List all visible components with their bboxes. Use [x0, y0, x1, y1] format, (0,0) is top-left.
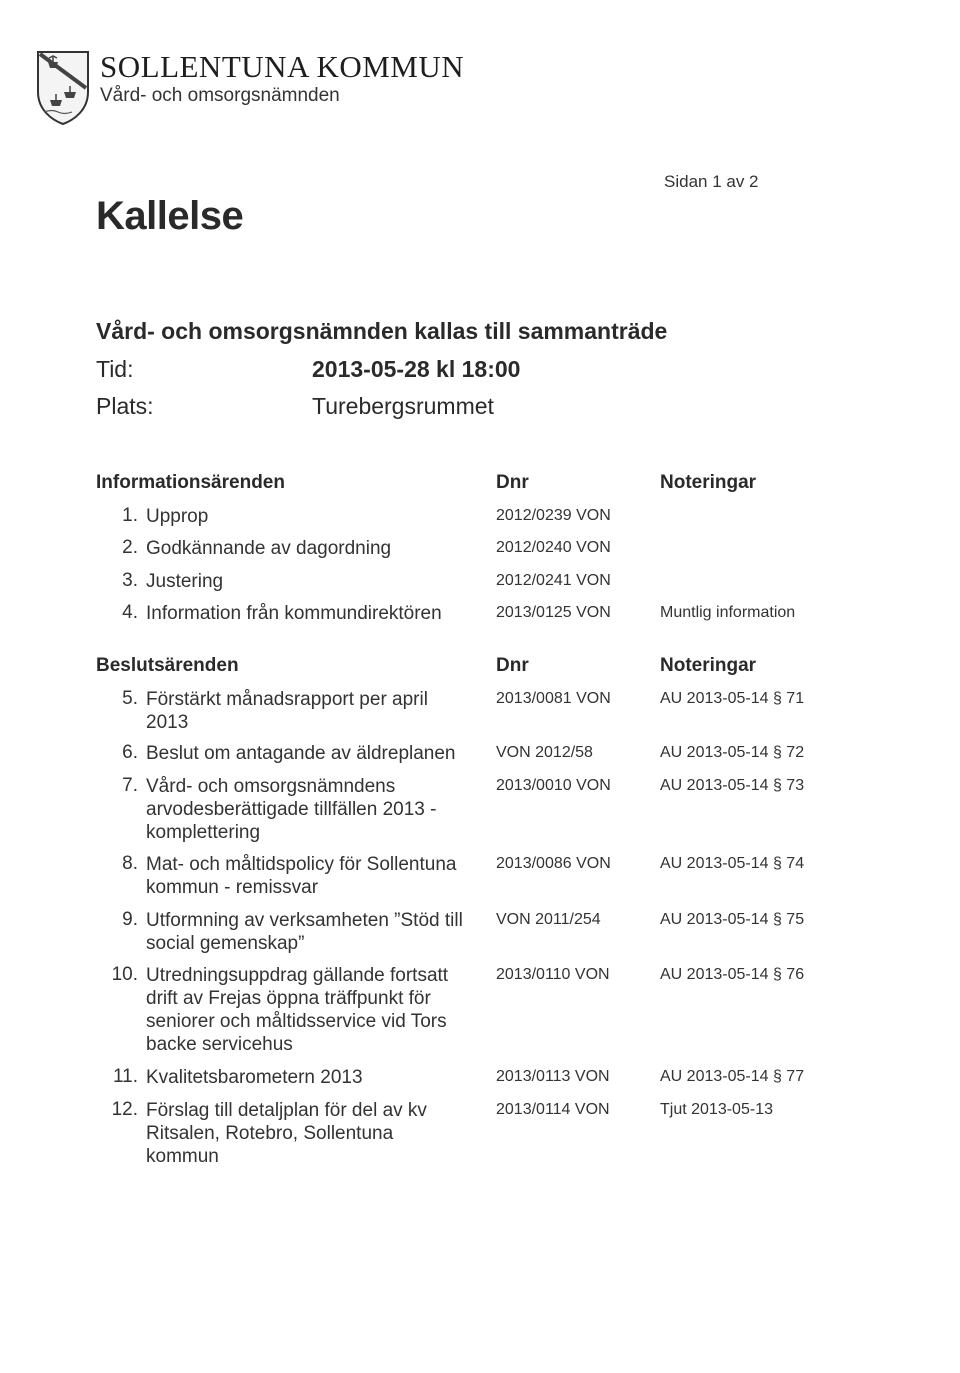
organization-header	[100, 50, 464, 108]
item-number: 3.	[122, 570, 138, 591]
item-note: AU 2013-05-14 § 72	[660, 744, 805, 761]
item-text: Justering	[146, 571, 224, 592]
item-number: 1.	[122, 505, 138, 526]
coat-of-arms-logo	[34, 48, 92, 126]
item-number: 12.	[111, 1099, 138, 1120]
item-dnr: 2013/0086 VON	[496, 855, 611, 872]
decision-section-title: Beslutsärenden	[96, 655, 239, 676]
item-dnr: 2012/0239 VON	[496, 507, 611, 524]
info-dnr-header: Dnr	[496, 472, 529, 493]
item-dnr: 2013/0010 VON	[496, 777, 611, 794]
item-dnr: 2013/0110 VON	[496, 966, 610, 983]
item-note: AU 2013-05-14 § 76	[660, 966, 805, 983]
item-number: 5.	[122, 688, 138, 709]
item-dnr: 2013/0114 VON	[496, 1101, 610, 1118]
item-note: Tjut 2013-05-13	[660, 1101, 773, 1118]
organization-department: Vård- och omsorgsnämnden	[100, 85, 340, 106]
item-note: Muntlig information	[660, 604, 796, 621]
item-dnr: 2013/0081 VON	[496, 690, 611, 707]
item-number: 10.	[111, 964, 138, 985]
item-text: Mat- och måltidspolicy för Sollentuna kommun - remissvar	[146, 854, 457, 898]
time-value: 2013-05-28 kl 18:00	[312, 356, 521, 382]
meeting-heading: Vård- och omsorgsnämnden kallas till sammanträde	[96, 318, 668, 344]
item-number: 7.	[122, 775, 138, 796]
place-label: Plats:	[96, 393, 154, 419]
page-number: Sidan 1 av 2	[664, 172, 759, 191]
item-number: 6.	[122, 742, 138, 763]
organization-name: SOLLENTUNA KOMMUN	[100, 49, 465, 84]
place-value: Turebergsrummet	[312, 393, 494, 419]
time-label: Tid:	[96, 356, 134, 382]
info-notes-header: Noteringar	[660, 472, 757, 493]
item-text: Information från kommundirektören	[146, 603, 442, 624]
info-section-title: Informationsärenden	[96, 472, 285, 493]
item-text: Beslut om antagande av äldreplanen	[146, 743, 456, 764]
item-number: 4.	[122, 602, 138, 623]
item-note: AU 2013-05-14 § 75	[660, 911, 805, 928]
decision-notes-header: Noteringar	[660, 655, 757, 676]
item-dnr: 2013/0125 VON	[496, 604, 611, 621]
item-text: Upprop	[146, 506, 209, 527]
document-title: Kallelse	[96, 194, 244, 238]
item-dnr: 2013/0113 VON	[496, 1068, 610, 1085]
item-text: Kvalitetsbarometern 2013	[146, 1067, 363, 1088]
item-dnr: 2012/0241 VON	[496, 572, 611, 589]
item-text: Utformning av verksamheten ”Stöd till social gemenskap”	[146, 910, 463, 954]
item-number: 8.	[122, 853, 138, 874]
item-text: Förslag till detaljplan för del av kv Ritsalen, Rotebro, Sollentuna kommun	[146, 1100, 427, 1167]
item-note: AU 2013-05-14 § 77	[660, 1068, 805, 1085]
item-text: Utredningsuppdrag gällande fortsatt drift av Frejas öppna träffpunkt för seniorer och måltidsservice vid Tors backe servicehus	[146, 965, 449, 1055]
item-note: AU 2013-05-14 § 74	[660, 855, 805, 872]
decision-dnr-header: Dnr	[496, 655, 529, 676]
item-note: AU 2013-05-14 § 73	[660, 777, 805, 794]
item-note: AU 2013-05-14 § 71	[660, 690, 805, 707]
item-text: Godkännande av dagordning	[146, 538, 392, 559]
item-dnr: VON 2012/58	[496, 744, 593, 761]
item-dnr: 2012/0240 VON	[496, 539, 611, 556]
item-number: 9.	[122, 909, 138, 930]
item-text: Förstärkt månadsrapport per april 2013	[146, 689, 428, 733]
item-number: 11.	[112, 1066, 138, 1087]
item-dnr: VON 2011/254	[496, 911, 601, 928]
item-text: Vård- och omsorgsnämndens arvodesberättigade tillfällen 2013 - komplettering	[146, 776, 437, 843]
item-number: 2.	[122, 537, 138, 558]
